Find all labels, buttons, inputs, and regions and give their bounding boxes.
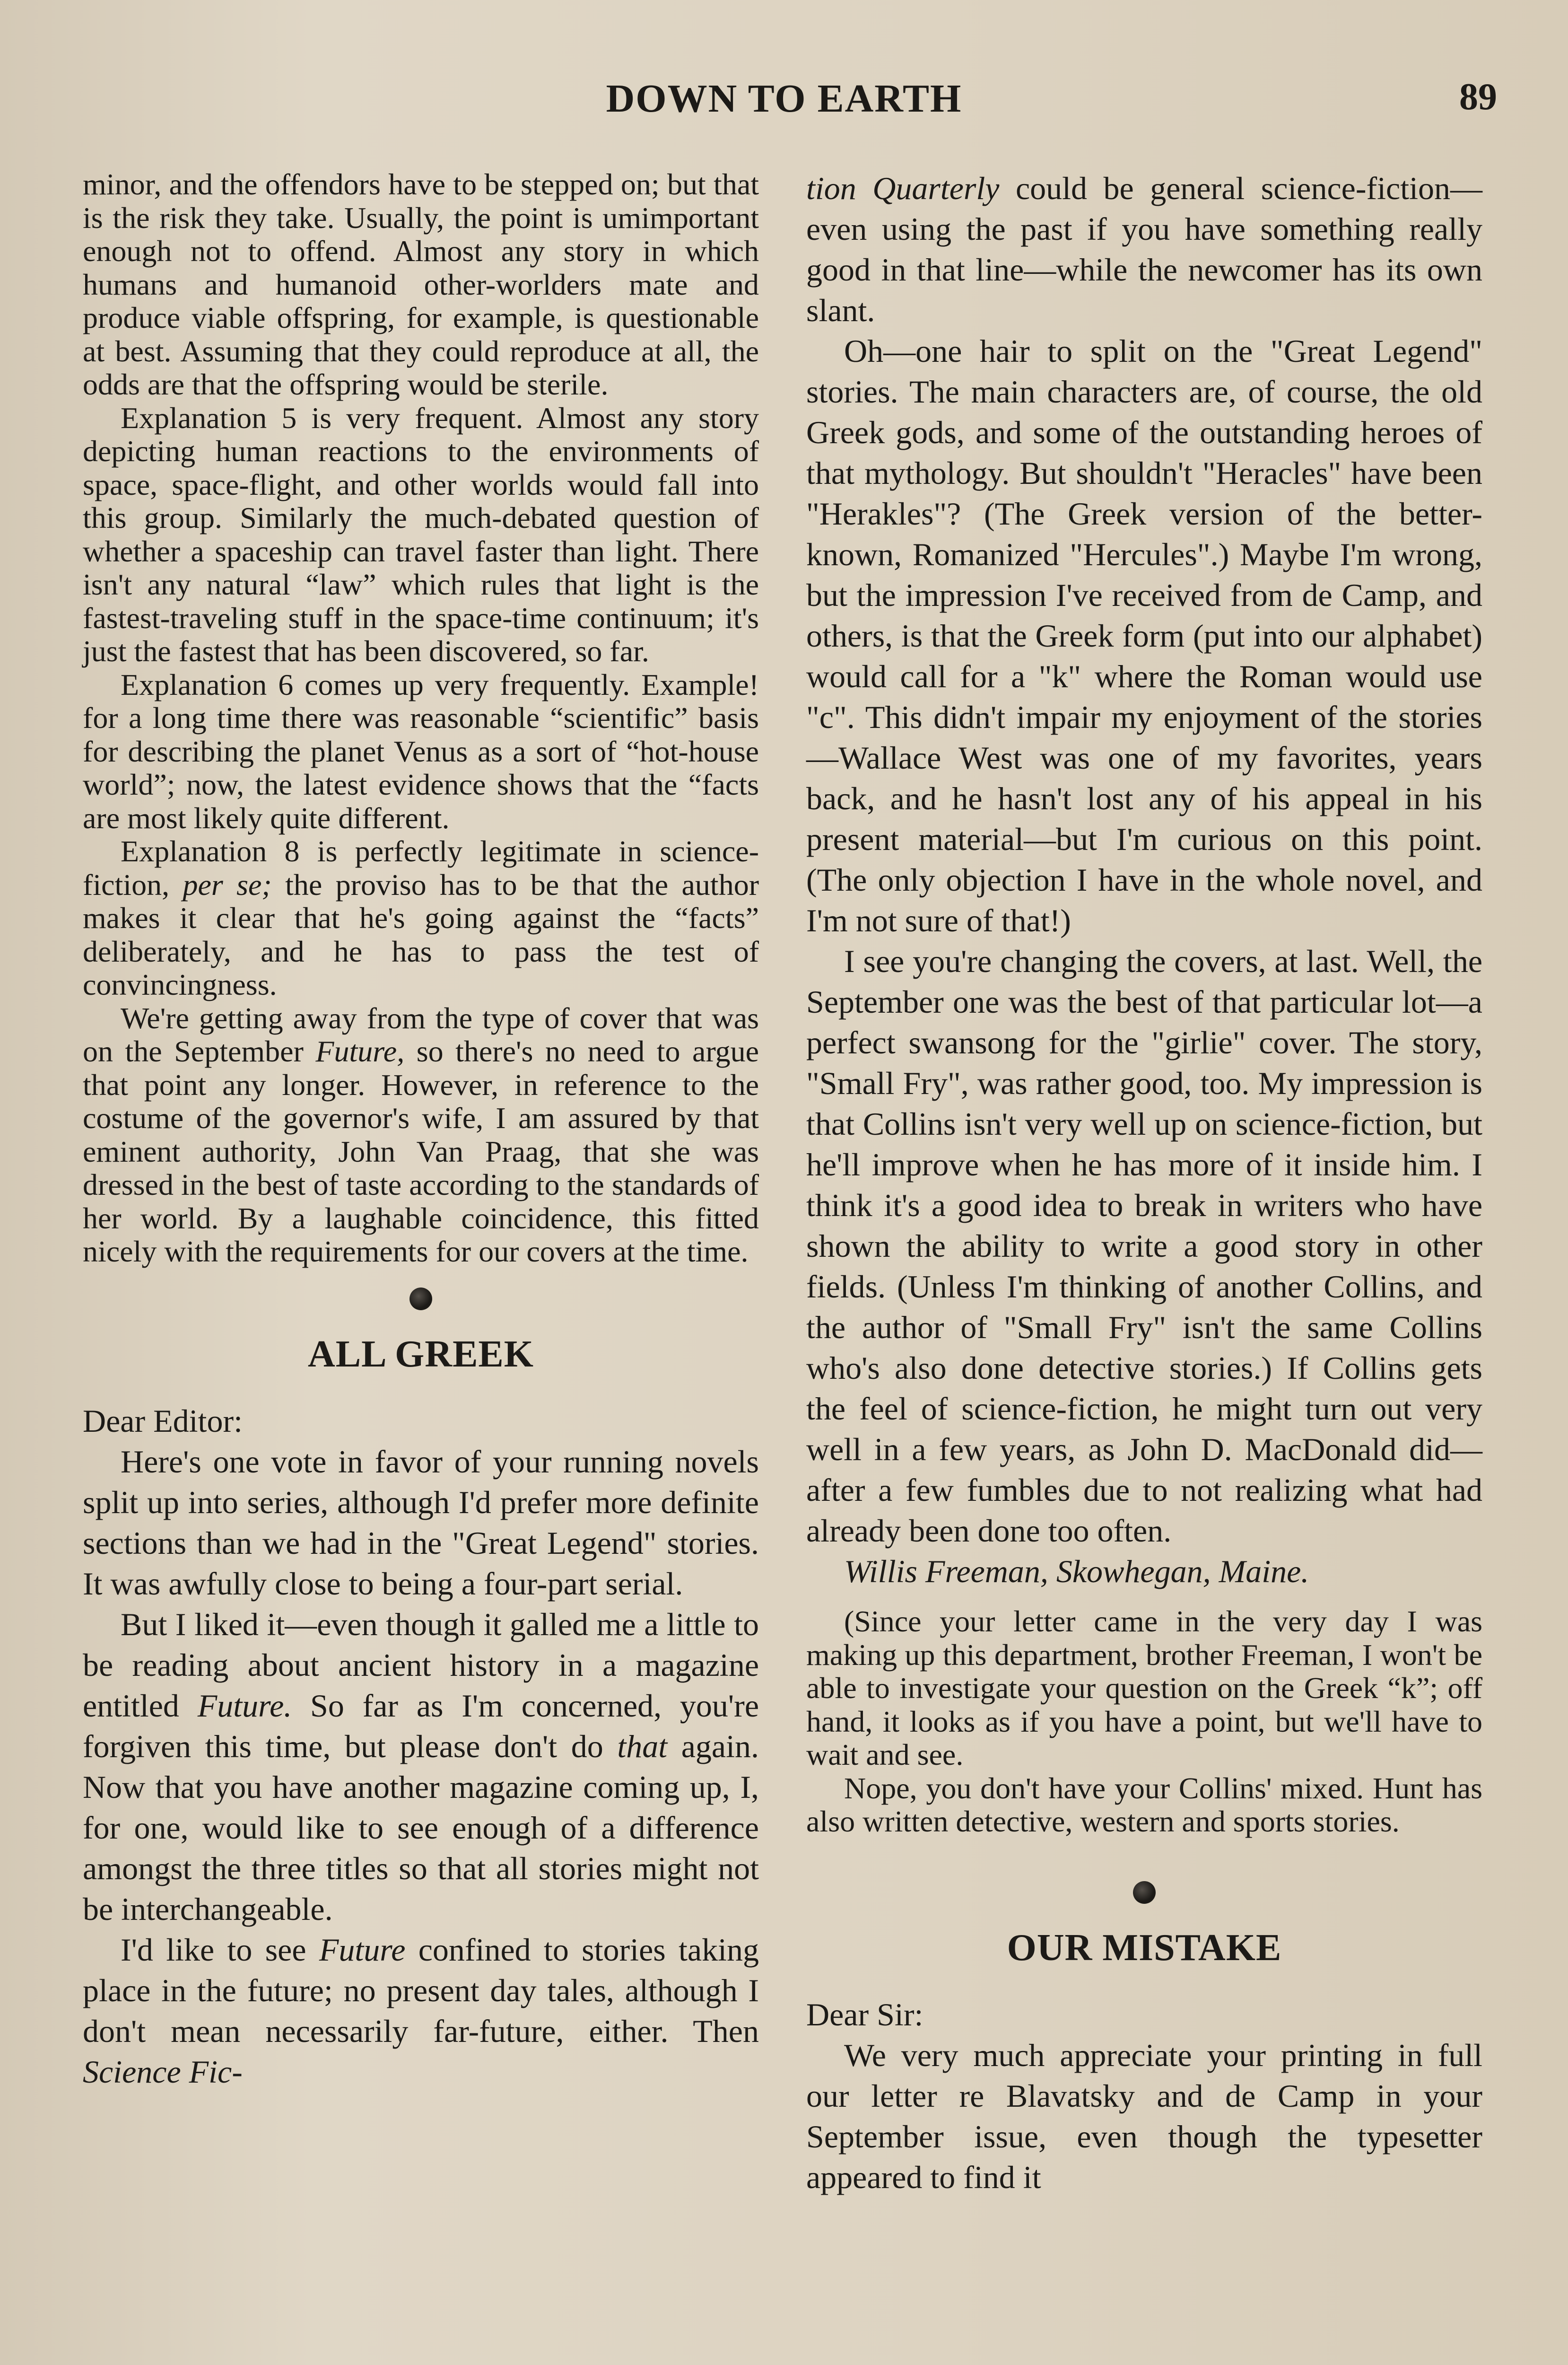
letter-paragraph: Oh—one hair to split on the "Great Legend" stories. The main characters are, of course, the old Greek gods, and some of the outstanding heroes of that mythology. But shouldn't "Heracles" have been "Herakles"? (The Greek version of the better-known, Romanized "Hercules".) Maybe I'm wrong, but the impression I've received from de Camp, and others, is that the Greek form (put into our alphabet) would call for a "k" where the Roman would use "c". This didn't impair my enjoyment of the stories—Wallace West was one of my favorites, years back, and he hasn't lost any of his appeal in his present material—but I'm curious on this point. (The only objection I have in the whole novel, and I'm not sure of that!) <box>806 333 1482 938</box>
editorial-paragraph <box>83 835 759 1002</box>
italic-run: per se; <box>183 867 272 902</box>
text-run: Explanation 8 is perfectly legitimate in science-fiction, <box>83 834 759 902</box>
letter-greeting: Dear Editor: <box>83 1402 243 1439</box>
italic-run: that <box>617 1728 668 1764</box>
section-ornament-dot <box>409 1288 432 1310</box>
editor-reply-paragraph: (Since your letter came in the very day I was making up this department, brother Freeman, I won't be able to investigate your question on the Greek “k”; off hand, it looks as if you have a point, but we'll have to wait and see. <box>806 1604 1482 1771</box>
italic-run: Future, <box>315 1034 405 1068</box>
letter-paragraph: I see you're changing the covers, at last. Well, the September one was the best of that particular lot—a perfect swansong for the "girlie" cover. The story, "Small Fry", was rather good, too. My impression is that Collins isn't very well up on science-fiction, but he'll improve when he has more of it inside him. I think it's a good idea to break in writers who have shown the ability to write a good story in other fields. (Unless I'm thinking of another Collins, and the author of "Small Fry" isn't the same Collins who's also done detective stories.) If Collins gets the feel of science-fiction, he might turn out very well in a few years, as John D. MacDonald did—after a few fumbles due to not realizing what had already been done too often. <box>806 943 1482 1549</box>
editorial-paragraph: Explanation 5 is very frequent. Almost any story depicting human reactions to the environments of space, space-flight, and other worlds would fall into this group. Similarly the much-debated question of whether a spaceship can travel faster than light. There isn't any natural “law” which rules that light is the fastest-traveling stuff in the space-time continuum; it's just the fastest that has been discovered, so far. <box>83 401 759 668</box>
text-run: I'd like to see <box>121 1931 319 1968</box>
page-number: 89 <box>1459 76 1497 118</box>
page-header <box>0 76 1568 128</box>
editorial-paragraph: minor, and the offendors have to be stepped on; but that is the risk they take. Usually, the point is umimportant enough not to offend. Almost any story in which humans and humanoid other-worlders mate and produce viable offspring, for example, is questionable at best. Assuming that they could reproduce at all, the odds are that the offspring would be sterile. <box>83 167 759 401</box>
text-run: We're getting away from the type of cover that was on the September <box>83 1001 759 1068</box>
text-run: could be general science-fiction—even using the past if you have something really good in that line—while the newcomer has its own slant. <box>806 170 1482 328</box>
letter-paragraph <box>83 1929 759 2092</box>
editorial-paragraph <box>83 1002 759 1269</box>
letter-paragraph: Here's one vote in favor of your running novels split up into series, although I'd prefer more definite sections than we had in the "Great Legend" stories. It was awfully close to being a four-part serial. <box>83 1443 759 1602</box>
text-run: so there's no need to argue that point any longer. However, in reference to the costume of the governor's wife, I am assured by that eminent authority, John Van Praag, that she was dressed in the best of taste according to the standards of her world. By a laughable coincidence, this fitted nicely with the requirements for our covers at the time. <box>83 1034 759 1268</box>
left-column <box>83 168 759 2092</box>
italic-run: tion Quarterly <box>806 170 1000 206</box>
text-run: the proviso has to be that the author makes it clear that he's going against the “facts” deliberately, and he has to pass the test of convincingness. <box>83 867 759 1001</box>
running-title: DOWN TO EARTH <box>606 77 962 121</box>
section-heading-our-mistake: OUR MISTAKE <box>1007 1927 1282 1969</box>
text-run: again. Now that you have another magazine coming up, I, for one, would like to see enough of a difference amongst the three titles so that all stories might not be interchangeable. <box>83 1728 759 1927</box>
text-run: So far as I'm concerned, you're forgiven this time, but please don't do <box>83 1687 759 1764</box>
letter-paragraph: We very much appreciate your printing in full our letter re Blavatsky and de Camp in your September issue, even though the typesetter appeared to find it <box>806 2037 1482 2195</box>
section-ornament-dot <box>1133 1881 1156 1904</box>
editorial-paragraph: Explanation 6 comes up very frequently. Example! for a long time there was reasonable “scientific” basis for describing the planet Venus as a sort of “hot-house world”; now, the latest evidence shows that the “facts are most likely quite different. <box>83 667 759 835</box>
letter-paragraph <box>83 1604 759 1929</box>
italic-run: Future <box>319 1931 406 1968</box>
italic-run: Science Fic- <box>83 2053 243 2090</box>
right-column <box>806 168 1482 2198</box>
editor-reply-paragraph: Nope, you don't have your Collins' mixed. Hunt has also written detective, western and sports stories. <box>806 1771 1482 1838</box>
letter-greeting: Dear Sir: <box>806 1996 923 2032</box>
text-run: But I liked it—even though it galled me a little to be reading about ancient history in a magazine entitled <box>83 1606 759 1724</box>
letter-signature: Willis Freeman, Skowhegan, Maine. <box>844 1553 1309 1589</box>
section-heading-all-greek: ALL GREEK <box>307 1333 534 1375</box>
text-run: confined to stories taking place in the future; no present day tales, although I don't mean necessarily far-future, either. Then <box>83 1931 759 2049</box>
letter-paragraph <box>806 168 1482 331</box>
italic-run: Future. <box>197 1687 292 1724</box>
